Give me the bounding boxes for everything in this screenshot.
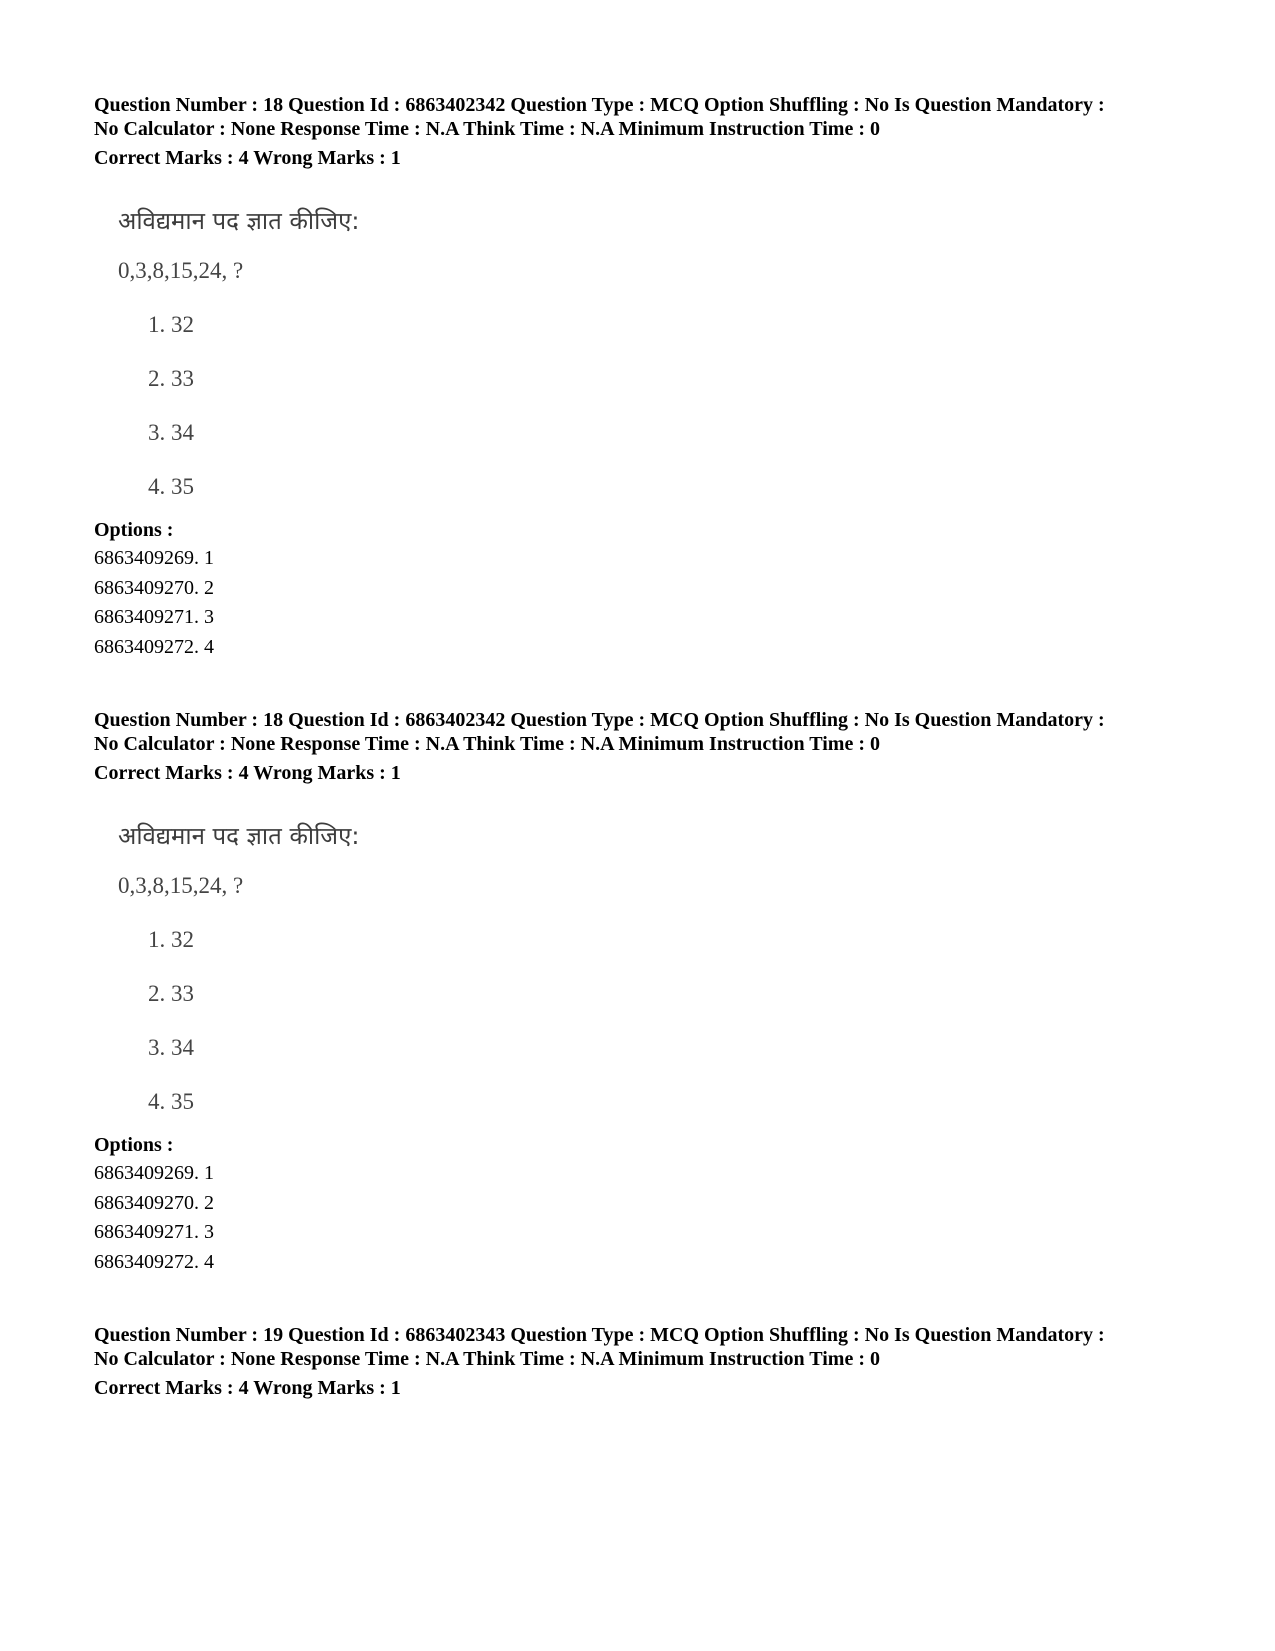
question-marks: Correct Marks : 4 Wrong Marks : 1 (94, 1377, 401, 1399)
choice-1: 1. 32 (148, 927, 194, 952)
question-image (94, 791, 1214, 1131)
question-stem-series: 0,3,8,15,24, ? (118, 873, 244, 898)
option-row: 6863409270. 2 (94, 1191, 214, 1214)
option-row: 6863409271. 3 (94, 1221, 214, 1243)
option-row: 6863409270. 2 (94, 576, 214, 599)
choice-1: 1. 32 (148, 312, 194, 337)
option-row: 6863409271. 3 (94, 606, 214, 628)
choice-3: 3. 34 (148, 420, 194, 445)
choice-4: 4. 35 (148, 1089, 194, 1114)
question-stem-series: 0,3,8,15,24, ? (118, 258, 244, 283)
options-label: Options : (94, 1134, 174, 1156)
question-meta-line-1: Question Number : 18 Question Id : 6863402342 Question Type : MCQ Option Shuffling : No Is Question Mandatory : (94, 709, 1105, 731)
option-row: 6863409269. 1 (94, 1162, 214, 1184)
question-block-2 (94, 708, 1214, 1277)
question-marks: Correct Marks : 4 Wrong Marks : 1 (94, 147, 401, 169)
option-row: 6863409272. 4 (94, 1250, 214, 1273)
choice-2: 2. 33 (148, 981, 194, 1006)
question-stem-hindi: अविद्यमान पद ज्ञात कीजिए: (118, 207, 360, 235)
option-row: 6863409272. 4 (94, 635, 214, 658)
question-image (94, 176, 1214, 516)
choice-2: 2. 33 (148, 366, 194, 391)
question-meta-line-2: No Calculator : None Response Time : N.A Think Time : N.A Minimum Instruction Time : 0 (94, 733, 880, 755)
question-meta-line-1: Question Number : 18 Question Id : 6863402342 Question Type : MCQ Option Shuffling : No Is Question Mandatory : (94, 94, 1105, 116)
choice-4: 4. 35 (148, 474, 194, 499)
options-label: Options : (94, 519, 174, 541)
question-marks: Correct Marks : 4 Wrong Marks : 1 (94, 762, 401, 784)
question-meta-line-2: No Calculator : None Response Time : N.A Think Time : N.A Minimum Instruction Time : 0 (94, 1348, 880, 1370)
choice-3: 3. 34 (148, 1035, 194, 1060)
question-stem-hindi: अविद्यमान पद ज्ञात कीजिए: (118, 822, 360, 850)
question-meta-line-1: Question Number : 19 Question Id : 6863402343 Question Type : MCQ Option Shuffling : No Is Question Mandatory : (94, 1324, 1105, 1346)
question-meta-line-2: No Calculator : None Response Time : N.A Think Time : N.A Minimum Instruction Time : 0 (94, 118, 880, 140)
question-block-3 (94, 1323, 1214, 1400)
option-row: 6863409269. 1 (94, 547, 214, 569)
question-block-1 (94, 93, 1214, 662)
